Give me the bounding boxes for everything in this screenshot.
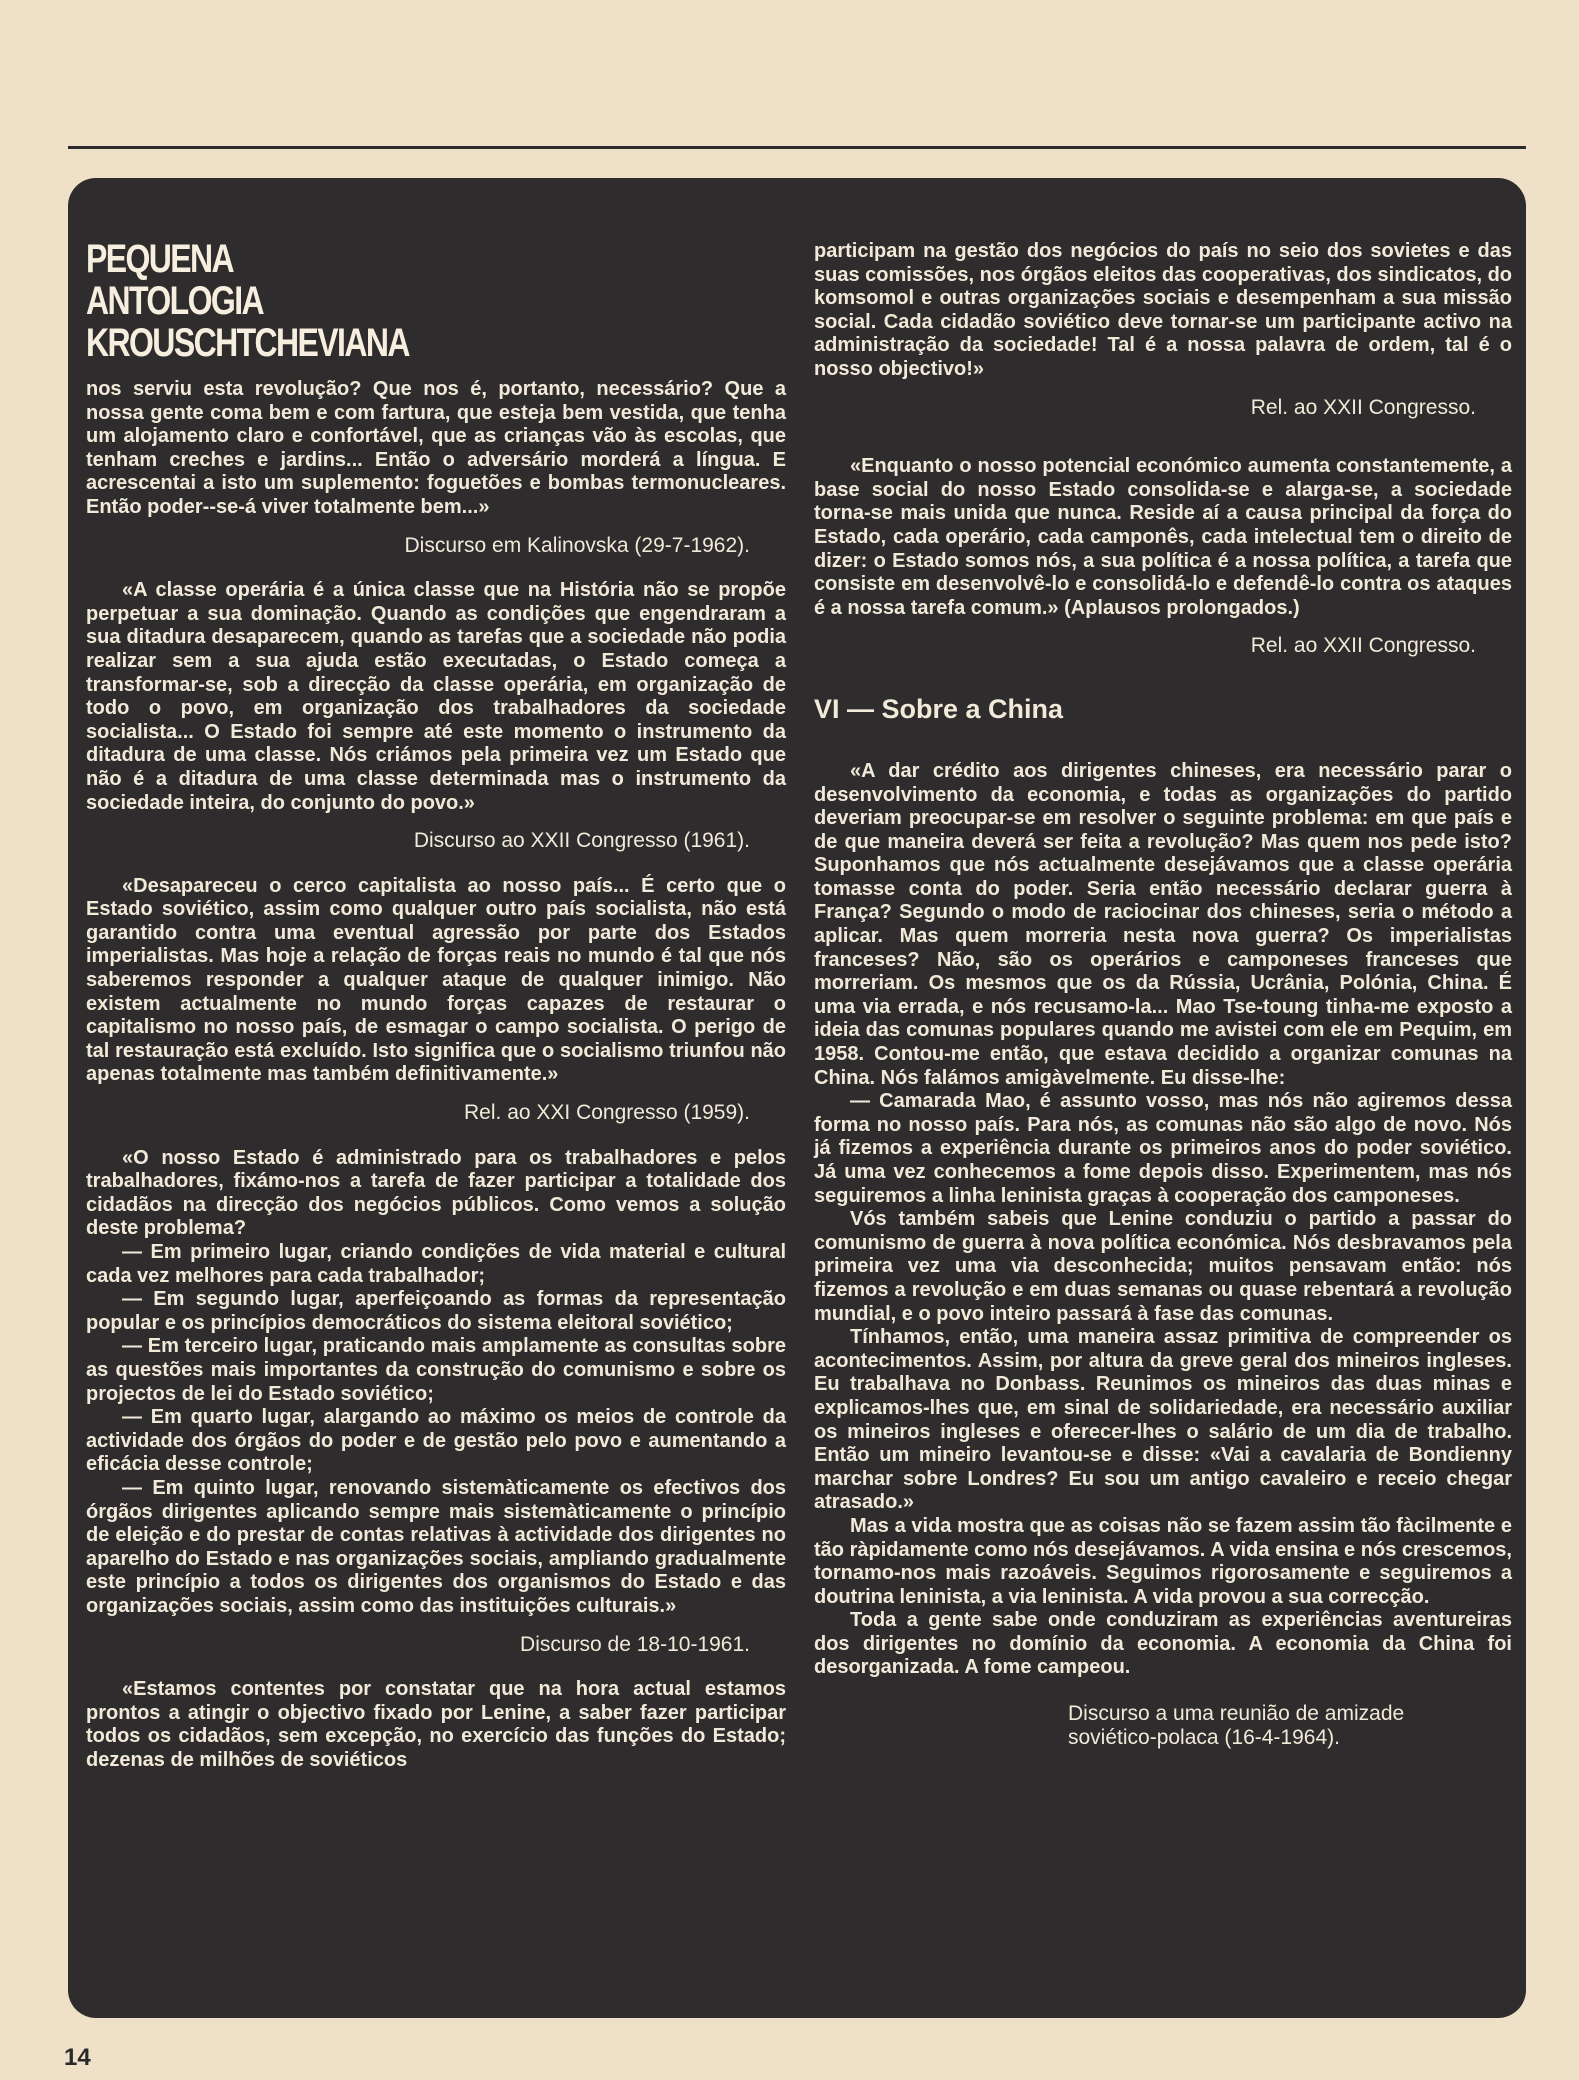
source-reference: soviético-polaca (16-4-1964). bbox=[1068, 1725, 1340, 1749]
paragraph: Toda a gente sabe onde conduziram as experiências aventureiras dos dirigentes no domínio da economia. A economia da China foi desorganizada. A fome campeou. bbox=[814, 1609, 1512, 1679]
list-item: — Em quarto lugar, alargando ao máximo os meios de controle da actividade dos órgãos do poder e de gestão pelo povo e aumentando a eficácia desse controle; bbox=[86, 1406, 786, 1476]
list-item: — Em primeiro lugar, criando condições de vida material e cultural cada vez melhores para cada trabalhador; bbox=[86, 1241, 786, 1287]
top-rule bbox=[68, 146, 1526, 149]
source-reference: Discurso em Kalinovska (29-7-1962). bbox=[404, 533, 750, 557]
source-reference: Rel. ao XXI Congresso (1959). bbox=[464, 1101, 750, 1125]
paragraph: «Enquanto o nosso potencial económico aumenta constantemente, a base social do nosso Estado consolida-se e alarga-se, a sociedade torna-se mais unida que nunca. Reside aí a causa principal da força do Estado, cada operário, cada camponês, cada intelectual tem o direito de dizer: o Estado somos nós, a sua política é a nossa política, a tarefa que consiste em desenvolvê-lo e consolidá-lo e defendê-lo contra os ataques é a nossa tarefa comum.» (Aplausos prolongados.) bbox=[814, 455, 1512, 619]
list-item: — Em terceiro lugar, praticando mais amplamente as consultas sobre as questões mais importantes da construção do comunismo e sobre os projectos de lei do Estado soviético; bbox=[86, 1335, 786, 1405]
source-reference: Discurso ao XXII Congresso (1961). bbox=[413, 829, 750, 853]
right-column bbox=[814, 240, 1512, 1749]
article-title bbox=[86, 238, 646, 364]
paragraph: Vós também sabeis que Lenine conduziu o partido a passar do comunismo de guerra à nova política económica. Nós desbravamos pela primeira vez uma via desconhecida; muitos pensavam então: nós fizemos a revolução e em duas semanas ou quase rebentará a revolução mundial, e o povo inteiro passará à fase das comunas. bbox=[814, 1208, 1512, 1325]
list-item: — Em quinto lugar, renovando sistemàticamente os efectivos dos órgãos dirigentes aplicando sempre mais sistemàticamente o princípio de eleição e do prestar de contas relativas à actividade dos dirigentes no aparelho do Estado e nas organizações sociais, ampliando gradualmente este princípio a todos os dirigentes dos organismos do Estado e das organizações sociais, assim como das instituições culturais.» bbox=[86, 1476, 786, 1617]
paragraph: «Estamos contentes por constatar que na hora actual estamos prontos a atingir o objectivo fixado por Lenine, a saber fazer participar todos os cidadãos, sem excepção, no exercício das funções do Estado; dezenas de milhões de soviéticos bbox=[86, 1678, 786, 1771]
source-reference: Rel. ao XXII Congresso. bbox=[1250, 395, 1476, 419]
paragraph: «Desapareceu o cerco capitalista ao nosso país... É certo que o Estado soviético, assim como qualquer outro país socialista, não está garantido contra uma eventual agressão por parte dos Estados imperialistas. Mas hoje a relação de forças reais no mundo é tal que nós saberemos responder a qualquer ataque de qualquer inimigo. Não existem actualmente no mundo forças capazes de restaurar o capitalismo no nosso país, de esmagar o campo socialista. O perigo de tal restauração está excluído. Isto significa que o socialismo triunfou não apenas totalmente mas também definitivamente.» bbox=[86, 874, 786, 1086]
title-line-1: PEQUENA bbox=[86, 237, 234, 281]
list-item: — Em segundo lugar, aperfeiçoando as formas da representação popular e os princípios democráticos do sistema eleitoral soviético; bbox=[86, 1288, 786, 1334]
paragraph: «A dar crédito aos dirigentes chineses, era necessário parar o desenvolvimento da economia, e todas as organizações do partido deveriam preocupar-se em resolver o seguinte problema: em que país e de que maneira deverá ser feita a revolução? Mas quem nos pede isto? Suponhamos que nós actualmente desejávamos que a classe operária tomasse conta do poder. Seria então necessário declarar guerra à França? Segundo o modo de raciocinar dos chineses, seria o método a aplicar. Mas quem morreria nesta nova guerra? Os imperialistas franceses? Não, são os operários e camponeses franceses que morreriam. Os mesmos que os da Rússia, Ucrânia, Polónia, China. É uma via errada, e nós recusamo-la... Mao Tse-toung tinha-me exposto a ideia das comunas populares quando me avistei com ele em Pequim, em 1958. Contou-me então, que estava decidido a organizar comunas na China. Nós falámos amigàvelmente. Eu disse-lhe: bbox=[814, 759, 1512, 1089]
left-column bbox=[86, 238, 786, 1772]
paragraph: Mas a vida mostra que as coisas não se fazem assim tão fàcilmente e tão ràpidamente como nós desejávamos. A vida ensina e nós crescemos, tornamo-nos mais razoáveis. Seguimos rigorosamente e seguiremos a doutrina leninista, a via leninista. A vida provou a sua correcção. bbox=[814, 1514, 1512, 1608]
paragraph: — Camarada Mao, é assunto vosso, mas nós não agiremos dessa forma no nosso país. Para nós, as comunas não são algo de novo. Nós já fizemos a experiência durante os primeiros anos do poder soviético. Já uma vez conhecemos a fome depois disso. Experimentem, mas nós seguiremos a linha leninista graças à cooperação dos camponeses. bbox=[814, 1090, 1512, 1207]
paragraph: «O nosso Estado é administrado para os trabalhadores e pelos trabalhadores, fixámo-nos a tarefa de fazer participar a totalidade dos cidadãos na direcção dos negócios públicos. Como vemos a solução deste problema? bbox=[86, 1146, 786, 1240]
source-reference: Discurso a uma reunião de amizade bbox=[1068, 1702, 1405, 1726]
source-reference: Rel. ao XXII Congresso. bbox=[1250, 634, 1476, 658]
paragraph: «A classe operária é a única classe que na História não se propõe perpetuar a sua dominação. Quando as condições que engendraram a sua ditadura desaparecem, quando as tarefas que a sociedade não podia realizar sem a sua ajuda estão executadas, o Estado começa a transformar-se, sob a direcção da classe operária, em organização de todo o povo, em organização dos trabalhadores da sociedade socialista... O Estado foi sempre até este momento o instrumento da ditadura de uma classe. Nós criámos pela primeira vez um Estado que não é a ditadura de uma classe determinada mas o instrumento da sociedade inteira, do conjunto do povo.» bbox=[86, 579, 786, 814]
paragraph: nos serviu esta revolução? Que nos é, portanto, necessário? Que a nossa gente coma bem e com fartura, que esteja bem vestida, que tenha um alojamento claro e confortável, que as crianças vão às escolas, que tenham creches e jardins... Então o adversário morderá a língua. E acrescentai a isto um suplemento: foguetões e bombas termonucleares. Então poder--se-á viver totalmente bem...» bbox=[86, 378, 786, 518]
paragraph: Tínhamos, então, uma maneira assaz primitiva de compreender os acontecimentos. Assim, por altura da greve geral dos mineiros ingleses. Eu trabalhava no Donbass. Reunimos os mineiros das duas minas e explicamos-lhes que, em sinal de solidariedade, era necessário auxiliar os mineiros ingleses e oferecer-lhes o salário de um dia de trabalho. Então um mineiro levantou-se e disse: «Vai a cavalaria de Bondienny marchar sobre Londres? Eu sou um antigo cavaleiro e receio chegar atrasado.» bbox=[814, 1326, 1512, 1514]
page-number: 14 bbox=[64, 2044, 91, 2071]
paragraph: participam na gestão dos negócios do país no seio dos sovietes e das suas comissões, nos órgãos eleitos das cooperativas, dos sindicatos, do komsomol e outras organizações sociais e desempenham a sua missão social. Cada cidadão soviético deve tornar-se um participante activo na administração da sociedade! Tal é a nossa palavra de ordem, tal é o nosso objectivo!» bbox=[814, 240, 1513, 380]
source-reference: Discurso de 18-10-1961. bbox=[520, 1632, 750, 1656]
title-line-2: ANTOLOGIA bbox=[86, 279, 264, 323]
section-heading: VI — Sobre a China bbox=[814, 693, 1064, 724]
title-line-3: KROUSCHTCHEVIANA bbox=[86, 321, 409, 365]
